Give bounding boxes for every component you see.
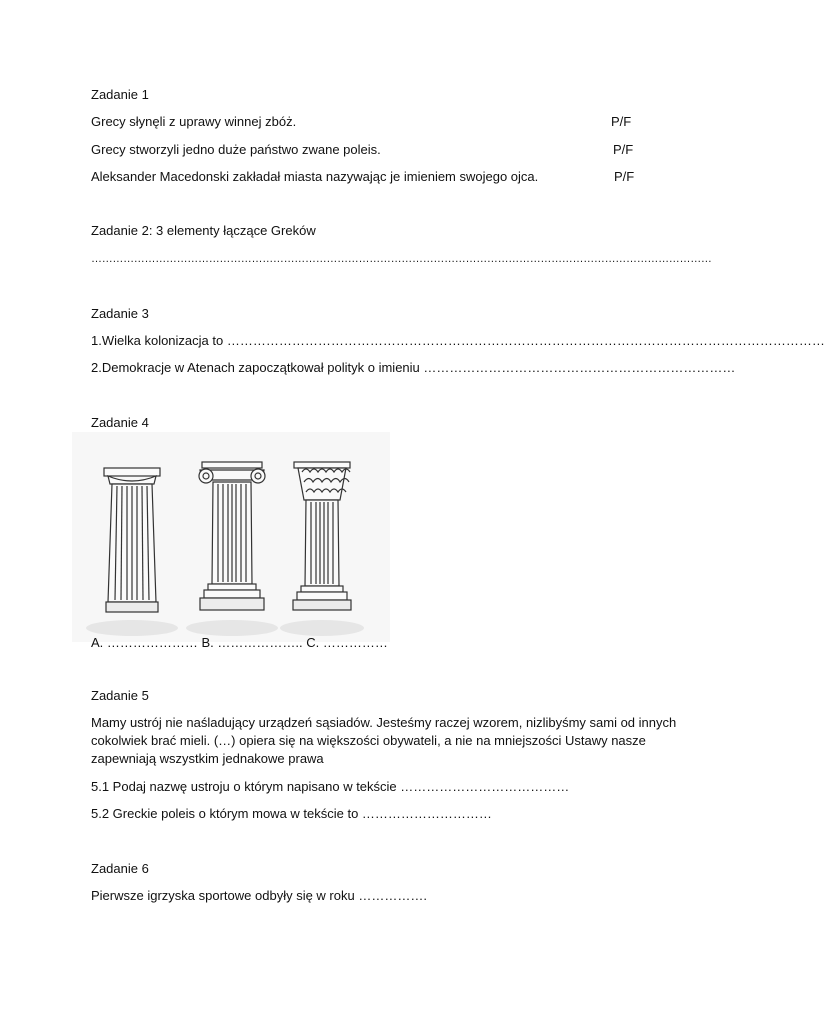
task1-statement-1: Grecy słynęli z uprawy winnej zbóż. <box>91 114 297 129</box>
doric-column-icon <box>104 468 160 612</box>
task1-statement-2: Grecy stworzyli jedno duże państwo zwane poleis. <box>91 142 381 157</box>
task5-question-1: 5.1 Podaj nazwę ustroju o którym napisano w tekście ………………………………… <box>91 779 570 794</box>
task1-answer-1: P/F <box>611 114 632 129</box>
corinthian-column-icon <box>293 462 351 610</box>
task1-answer-2: P/F <box>613 142 634 157</box>
task5-question-2: 5.2 Greckie poleis o którym mowa w tekście to ………………………… <box>91 806 492 821</box>
task4-heading: Zadanie 4 <box>91 415 149 430</box>
task6-question: Pierwsze igrzyska sportowe odbyły się w roku ……………. <box>91 888 427 903</box>
task5-quote: Mamy ustrój nie naśladujący urządzeń sąsiadów. Jesteśmy raczej wzorem, nizlibyśmy sami od innych cokolwiek brać mieli. (…) opiera się na większości obywateli, a nie na mniejszości Ustawy nasze zapewniają wszystkim jednakowe prawa <box>91 715 677 766</box>
task2-answer-blank: ………………………………………………………………………………………………………………………………………………………… <box>91 253 712 265</box>
task3-heading: Zadanie 3 <box>91 306 149 321</box>
task1-statement-3: Aleksander Macedonski zakładał miasta nazywając je imieniem swojego ojca. <box>91 169 539 184</box>
task2-heading: Zadanie 2: 3 elementy łączące Greków <box>91 223 316 238</box>
ionic-column-icon <box>199 462 265 610</box>
greek-columns-image <box>72 432 390 642</box>
task4-column-labels: A. ………………… B. ……………….. C. …………… <box>91 635 388 650</box>
task6-heading: Zadanie 6 <box>91 861 149 876</box>
task3-item-2: 2.Demokracje w Atenach zapoczątkował polityk o imieniu ……………………………………………………………… <box>91 360 736 375</box>
task3-item-1: 1.Wielka kolonizacja to ………………………………………………………………………………………………………………………… <box>91 333 825 348</box>
task1-heading: Zadanie 1 <box>91 87 149 102</box>
task5-heading: Zadanie 5 <box>91 688 149 703</box>
task1-answer-3: P/F <box>614 169 635 184</box>
